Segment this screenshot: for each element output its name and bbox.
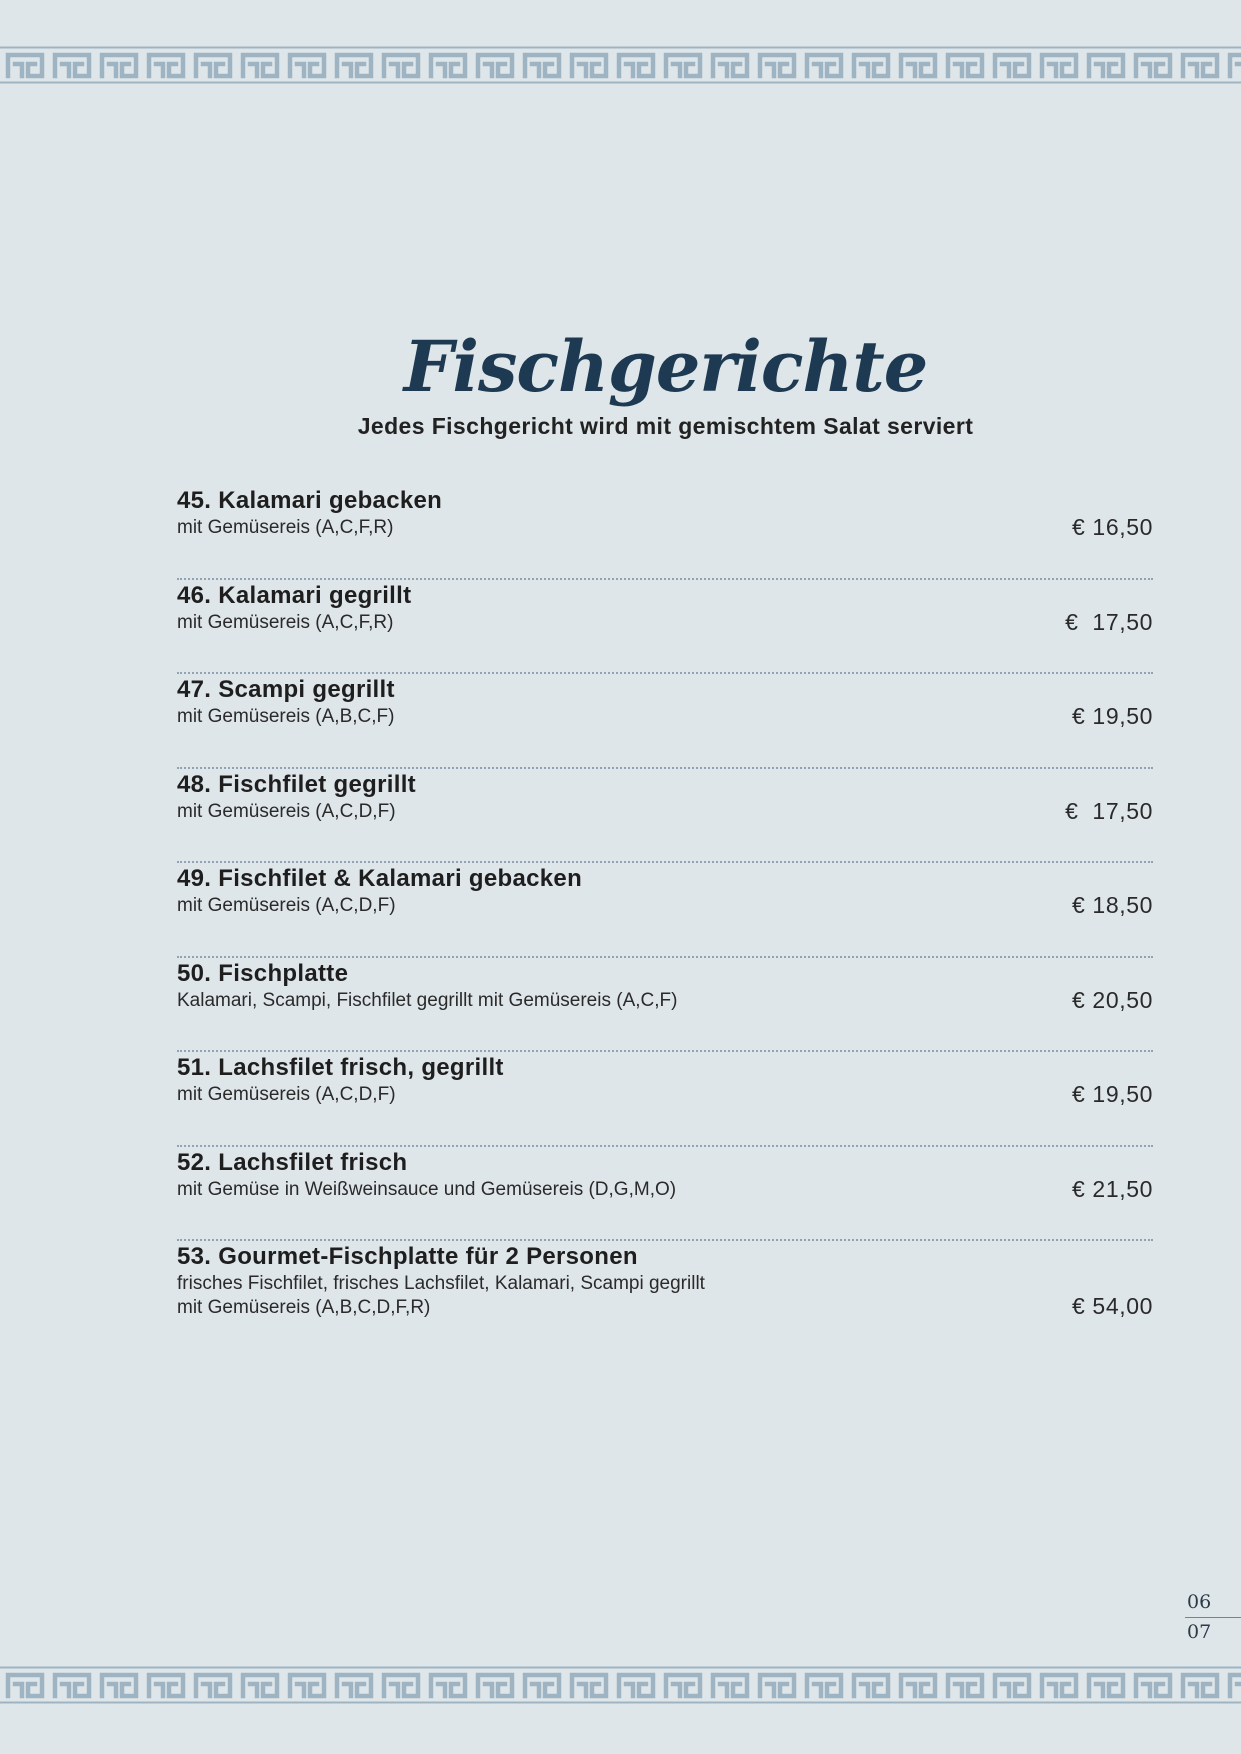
greek-key-pattern-bottom — [0, 1666, 1241, 1704]
menu-item-description-line: mit Gemüsereis (A,C,D,F) — [177, 895, 396, 916]
greek-key-pattern-top — [0, 46, 1241, 84]
page-numbers — [1185, 1590, 1241, 1644]
menu-item — [177, 1241, 1153, 1336]
menu-item-description — [177, 800, 396, 824]
menu-list — [177, 485, 1153, 1336]
menu-item — [177, 863, 1153, 958]
menu-item-description — [177, 989, 677, 1013]
menu-item-description-line: frisches Fischfilet, frisches Lachsfilet, Kalamari, Scampi gegrillt — [177, 1273, 705, 1294]
menu-item — [177, 485, 1153, 580]
page-number-right: 07 — [1187, 1621, 1212, 1643]
menu-item — [177, 1147, 1153, 1242]
menu-item-description-line: mit Gemüsereis (A,C,D,F) — [177, 1084, 396, 1105]
menu-item-price: € 54,00 — [1072, 1293, 1153, 1319]
menu-item-description — [177, 516, 393, 540]
menu-item-description — [177, 1272, 705, 1320]
menu-item — [177, 1052, 1153, 1147]
menu-item-price: € 17,50 — [1065, 797, 1153, 824]
menu-item-name: 45. Kalamari gebacken — [177, 487, 443, 514]
menu-item — [177, 674, 1153, 769]
menu-item-price: € 19,50 — [1072, 1081, 1153, 1107]
page-number-divider — [1185, 1617, 1241, 1618]
menu-item-name: 52. Lachsfilet frisch — [177, 1148, 408, 1176]
menu-item — [177, 958, 1153, 1053]
menu-item-description-line: Kalamari, Scampi, Fischfilet gegrillt mit Gemüsereis (A,C,F) — [177, 989, 678, 1011]
menu-item-description-line: mit Gemüse in Weißweinsauce und Gemüsereis (D,G,M,O) — [177, 1178, 677, 1200]
menu-item-name: 51. Lachsfilet frisch, gegrillt — [177, 1054, 504, 1081]
menu-item-description-line: mit Gemüsereis (A,B,C,D,F,R) — [177, 1297, 431, 1318]
menu-item-name: 53. Gourmet-Fischplatte für 2 Personen — [177, 1243, 638, 1270]
menu-item-name: 48. Fischfilet gegrillt — [177, 770, 416, 798]
greek-key-border-top — [0, 46, 1241, 84]
menu-item-name: 49. Fischfilet & Kalamari gebacken — [177, 865, 583, 892]
page-subtitle: Jedes Fischgericht wird mit gemischtem Salat serviert — [357, 413, 974, 439]
menu-item-price: € 17,50 — [1065, 608, 1153, 635]
menu-item-price: € 20,50 — [1072, 986, 1153, 1013]
menu-item-description-line: mit Gemüsereis (A,C,D,F) — [177, 800, 396, 822]
menu-item-description — [177, 611, 393, 635]
menu-item-price: € 19,50 — [1072, 703, 1153, 729]
page-title: Fischgerichte — [403, 325, 928, 408]
menu-item-name: 50. Fischplatte — [177, 959, 349, 987]
menu-item-description — [177, 1083, 396, 1107]
menu-item-description — [177, 894, 396, 918]
menu-item-name: 46. Kalamari gegrillt — [177, 581, 412, 609]
menu-item — [177, 580, 1153, 675]
menu-item-name: 47. Scampi gegrillt — [177, 676, 395, 703]
menu-item — [177, 769, 1153, 864]
menu-item-description-line: mit Gemüsereis (A,B,C,F) — [177, 706, 395, 727]
menu-item-description-line: mit Gemüsereis (A,C,F,R) — [177, 517, 394, 538]
menu-item-price: € 21,50 — [1072, 1175, 1153, 1202]
page-number-left: 06 — [1187, 1591, 1212, 1613]
menu-item-description — [177, 1178, 676, 1202]
menu-item-description-line: mit Gemüsereis (A,C,F,R) — [177, 611, 394, 633]
menu-item-description — [177, 705, 394, 729]
greek-key-border-bottom — [0, 1666, 1241, 1704]
menu-item-price: € 16,50 — [1072, 514, 1153, 540]
menu-item-price: € 18,50 — [1072, 892, 1153, 918]
